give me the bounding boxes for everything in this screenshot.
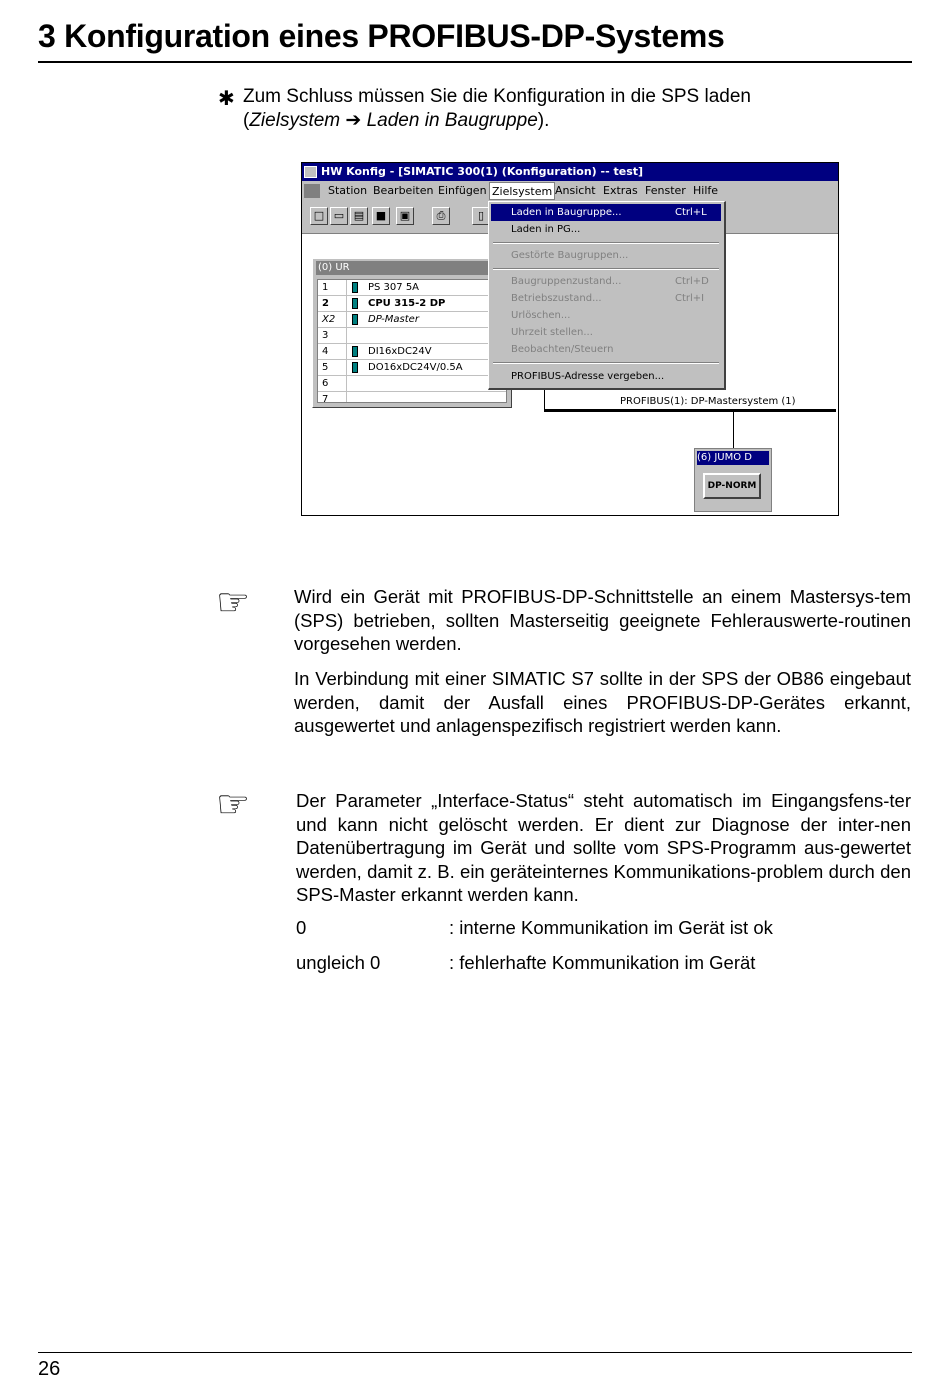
print-icon[interactable]: ⎙ (432, 207, 450, 225)
menu-item-uhrzeit-stellen (491, 324, 721, 341)
menu-station[interactable]: Station (328, 184, 368, 197)
slot-number: 6 (322, 378, 329, 389)
status-meaning: : interne Kommunikation im Gerät ist ok (449, 917, 773, 938)
rack-row[interactable] (318, 312, 507, 328)
save-icon[interactable]: ■ (372, 207, 390, 225)
menu-item-baugruppenzustand (491, 273, 721, 290)
network-icon[interactable]: ▤ (350, 207, 368, 225)
window-titlebar (302, 163, 838, 181)
slot-number: X2 (322, 314, 336, 325)
note1-paragraph2: In Verbindung mit einer SIMATIC S7 sollte in der SPS der OB86 eingebaut werden, damit der Ausfall eines PROFIBUS-DP-Gerätes erkannt, ausgewertet und anlagenspezifisch registriert werden kann. (294, 668, 911, 736)
pointing-hand-icon: ☞ (216, 784, 251, 826)
footer-rule (38, 1352, 912, 1353)
menu-bar (302, 181, 838, 201)
step-text-line2 (243, 109, 549, 132)
menu-item-label: Betriebszustand... (511, 293, 602, 304)
pointing-hand-icon: ☞ (216, 582, 251, 624)
rack-row[interactable] (318, 280, 507, 296)
paren-open: ( (243, 110, 250, 131)
bus-drop-line (733, 412, 734, 448)
menu-extras[interactable]: Extras (603, 184, 638, 197)
slave-title: (6) JUMO D (697, 451, 769, 465)
status-value: 0 (296, 917, 307, 938)
menu-einfuegen[interactable]: Einfügen (438, 184, 487, 197)
module-icon (352, 282, 358, 293)
bus-connector (544, 388, 545, 410)
copy-icon[interactable]: ▯ (472, 207, 490, 225)
rack-row[interactable] (318, 376, 507, 392)
app-icon (304, 166, 317, 178)
rack-row[interactable] (318, 328, 507, 344)
note2-paragraph: Der Parameter „Interface-Status“ steht automatisch im Eingangsfens-ter und kann nicht gelöscht werden. Er dient zur Diagnose der inter-nen Datenübertragung im Gerät und sollte vom SPS-Programm aus-gewertet werden, damit z. B. ein geräteinternes Kommunikations-problem durch den SPS-Master erkannt werden kann. (296, 790, 911, 905)
module-icon (352, 362, 358, 373)
doc-icon (304, 184, 320, 198)
note1-paragraph1: Wird ein Gerät mit PROFIBUS-DP-Schnittstelle an einem Mastersys-tem (SPS) betrieben, sollten Masterseitig geeignete Fehlerauswerte-routinen vorgesehen werden. (294, 586, 911, 654)
menu-item-label: Gestörte Baugruppen... (511, 250, 629, 261)
menu-item-shortcut: Ctrl+I (675, 293, 705, 304)
header-rule (38, 61, 912, 63)
status-value: ungleich 0 (296, 952, 381, 973)
menu-item-label: Urlöschen... (511, 310, 571, 321)
menu-item-label: Uhrzeit stellen... (511, 327, 593, 338)
slot-number: 2 (322, 298, 329, 309)
module-icon (352, 346, 358, 357)
menu-item-label: Beobachten/Steuern (511, 344, 614, 355)
rack-row[interactable] (318, 296, 507, 312)
step-text-line1: Zum Schluss müssen Sie die Konfiguration in die SPS laden (243, 86, 751, 107)
module-name: PS 307 5A (368, 282, 420, 293)
slot-number: 3 (322, 330, 329, 341)
slot-number: 7 (322, 394, 329, 403)
page-title: 3 Konfiguration eines PROFIBUS-DP-Systems (38, 18, 725, 54)
menu-ref-laden: Laden in Baugruppe (366, 110, 538, 131)
paren-close: ). (537, 110, 550, 131)
dp-slave-window[interactable] (694, 448, 772, 512)
menu-ansicht[interactable]: Ansicht (555, 184, 596, 197)
menu-item-label: Baugruppenzustand... (511, 276, 622, 287)
menu-item-laden-in-baugruppe[interactable] (491, 204, 721, 221)
asterisk-icon: ✱ (218, 88, 235, 110)
menu-item-gestoerte-baugruppen (491, 247, 721, 264)
rack-row[interactable] (318, 392, 507, 403)
module-name: DI16xDC24V (368, 346, 432, 357)
open-icon[interactable]: ▭ (330, 207, 348, 225)
module-name: CPU 315-2 DP (368, 298, 446, 309)
menu-item-beobachten-steuern (491, 341, 721, 358)
menu-item-label: Laden in PG... (511, 224, 581, 235)
menu-item-laden-in-pg[interactable] (491, 221, 721, 238)
menu-item-label: Laden in Baugruppe... (511, 207, 622, 218)
menu-separator (493, 362, 719, 364)
menu-separator (493, 242, 719, 244)
zielsystem-dropdown (488, 201, 726, 390)
status-meaning: : fehlerhafte Kommunikation im Gerät (449, 952, 756, 973)
window-title: HW Konfig - [SIMATIC 300(1) (Konfiguration) -- test] (321, 165, 644, 178)
bus-label: PROFIBUS(1): DP-Mastersystem (1) (620, 396, 796, 407)
menu-item-label: PROFIBUS-Adresse vergeben... (511, 371, 665, 382)
menu-fenster[interactable]: Fenster (645, 184, 686, 197)
rack-table (317, 279, 507, 403)
compile-icon[interactable]: ▣ (396, 207, 414, 225)
slot-number: 1 (322, 282, 329, 293)
module-icon (352, 314, 358, 325)
profibus-line[interactable] (544, 409, 836, 412)
menu-item-urloeschen (491, 307, 721, 324)
module-name: DP-Master (368, 314, 419, 325)
menu-zielsystem[interactable]: Zielsystem (489, 182, 555, 200)
menu-item-profibus-adresse[interactable] (491, 368, 721, 385)
module-name: DO16xDC24V/0.5A (368, 362, 463, 373)
arrow-icon: ➔ (345, 110, 362, 131)
menu-item-shortcut: Ctrl+L (675, 207, 707, 218)
new-icon[interactable]: □ (310, 207, 328, 225)
hw-konfig-screenshot (301, 162, 839, 516)
rack-row[interactable] (318, 360, 507, 376)
menu-item-betriebszustand (491, 290, 721, 307)
menu-ref-zielsystem: Zielsystem (249, 110, 341, 131)
menu-item-shortcut: Ctrl+D (675, 276, 709, 287)
dp-norm-button[interactable]: DP-NORM (703, 473, 761, 499)
rack-row[interactable] (318, 344, 507, 360)
menu-bearbeiten[interactable]: Bearbeiten (373, 184, 434, 197)
rack-window (312, 258, 512, 408)
menu-separator (493, 268, 719, 270)
rack-title: (0) UR (316, 261, 508, 275)
menu-hilfe[interactable]: Hilfe (693, 184, 719, 197)
slot-number: 5 (322, 362, 329, 373)
slot-number: 4 (322, 346, 329, 357)
page-number: 26 (38, 1358, 61, 1380)
module-icon (352, 298, 358, 309)
